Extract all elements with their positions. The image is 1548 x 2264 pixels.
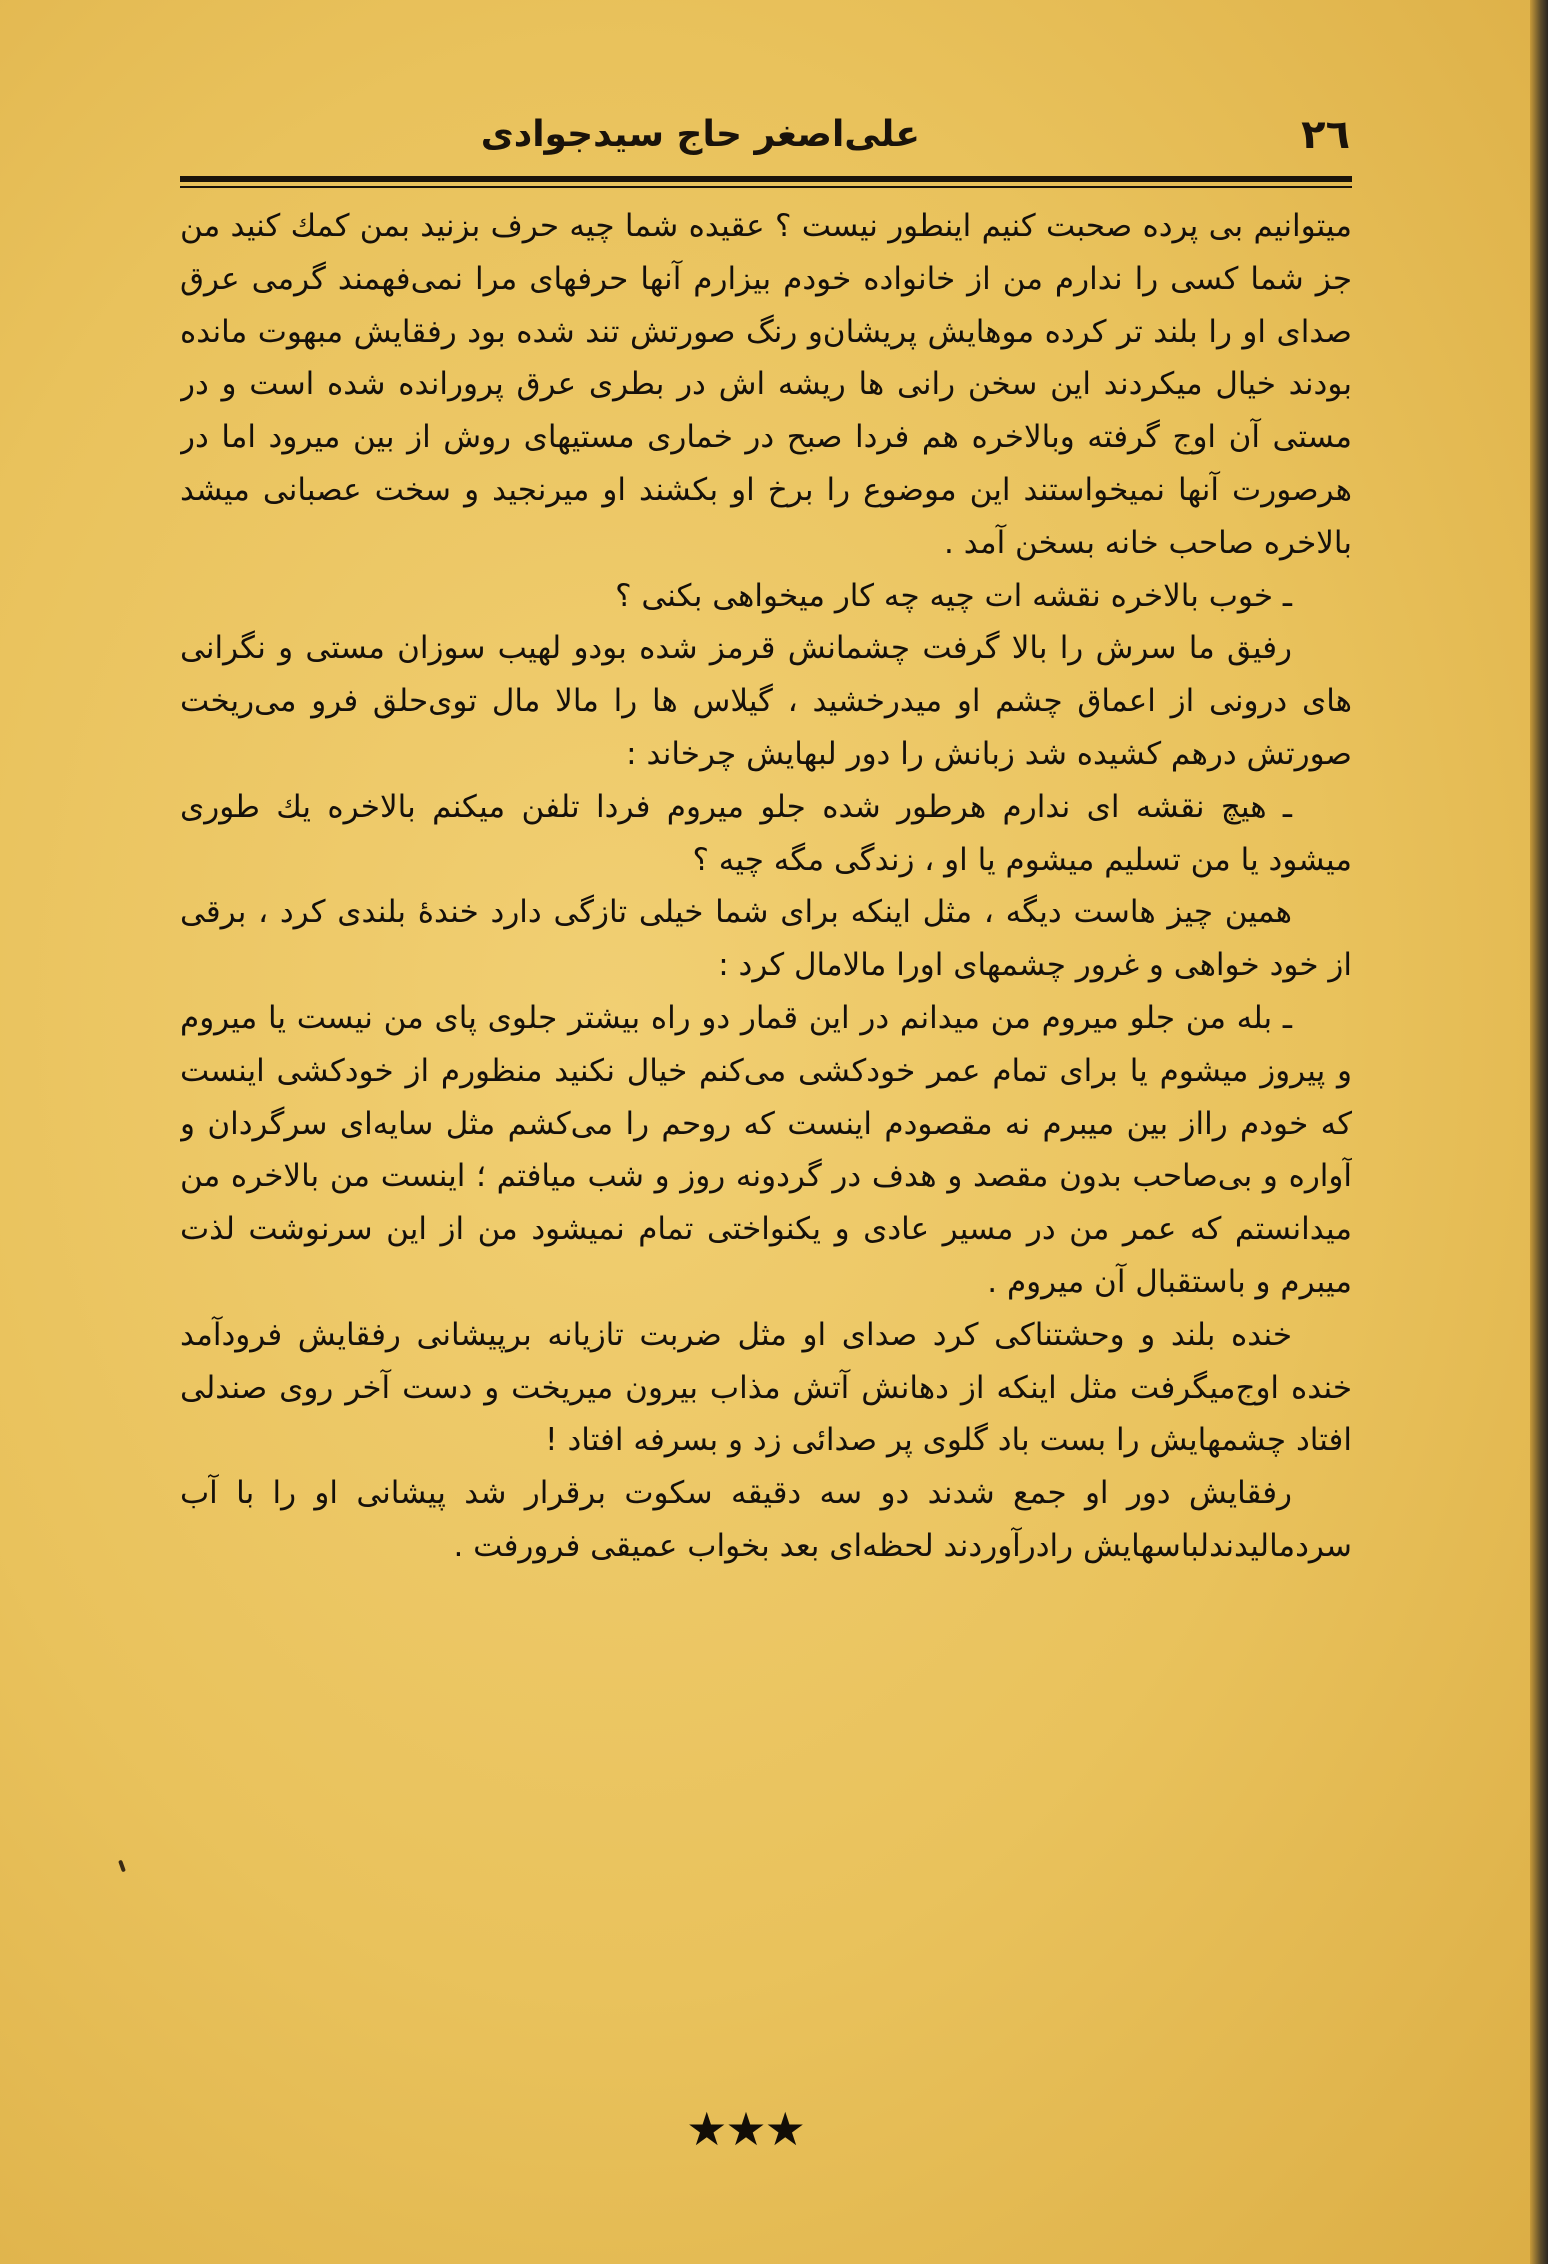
paragraph: ـ بله من جلو میروم من میدانم در این قمار دو راه بیشتر جلوی پای من نیست یا میروم و پیروز میشوم یا برای تمام عمر خودکشی می‌کنم خیال نکنید منظورم از خودکشی اینست که خودم رااز بین میبرم نه مقصودم اینست که روحم را می‌کشم مثل سایه‌ای سرگردان و آواره و بی‌صاحب بدون مقصد و هدف در گردونه روز و شب میافتم ؛ اینست من بالاخره من میدانستم که عمر من در مسیر عادی و یکنواختی تمام نمیشود من از این سرنوشت لذت میبرم و باستقبال آن میروم . <box>180 999 1352 1300</box>
paragraph: ـ خوب بالاخره نقشه ات چیه چه کار میخواهی بکنی ؟ <box>615 577 1292 614</box>
header-rule-thin <box>180 186 1352 188</box>
page-number: ٢٦ <box>1301 112 1350 158</box>
paragraph: ـ هیچ نقشه ای ندارم هرطور شده جلو میروم فردا تلفن میکنم بالاخره یك طوری میشود یا من تسلیم میشوم یا او ، زندگی مگه چیه ؟ <box>180 788 1352 878</box>
paragraph: رفیق ما سرش را بالا گرفت چشمانش قرمز شده بودو لهیب سوزان مستی و نگرانی های درونی از اعماق چشم او میدرخشید ، گیلاس ها را مالا مال توی‌حلق فرو می‌ریخت صورتش درهم کشیده شد زبانش را دور لبهایش چرخاند : <box>180 630 1352 772</box>
header-rule-thick <box>180 176 1352 182</box>
running-title: علی‌اصغر حاج سیدجوادی <box>480 114 920 155</box>
page-header <box>180 112 1350 172</box>
paragraph: میتوانیم بی پرده صحبت کنیم اینطور نیست ؟ عقیده شما چیه حرف بزنید بمن کمك کنید من جز شما کسی را ندارم من از خانواده خودم بیزارم آنها حرفهای مرا نمی‌فهمند گرمی عرق صدای او را بلند تر کرده موهایش پریشان‌و رنگ صورتش تند شده بود رفقایش مبهوت مانده بودند خیال میکردند این سخن رانی ها ریشه اش در بطری عرق پرورانده شده است و در مستی آن اوج گرفته وبالاخره هم فردا صبح در خماری مستیهای روش از بین میرود اما در هرصورت آنها نمیخواستند این موضوع را برخ او بکشند او میرنجید و سخت عصبانی میشد بالاخره صاحب خانه بسخن آمد . <box>180 208 1352 561</box>
section-separator-stars: ★★★ <box>686 2102 804 2156</box>
paragraph: خنده بلند و وحشتناکی کرد صدای او مثل ضربت تازیانه برپیشانی رفقایش فرودآمد خنده اوج‌میگرفت مثل اینکه از دهانش آتش مذاب بیرون میریخت و دست آخر روی صندلی افتاد چشمهایش را بست باد گلوی پر صدائی زد و بسرفه افتاد ! <box>180 1316 1352 1459</box>
body-text <box>180 200 1352 2080</box>
paragraph: همین چیز هاست دیگه ، مثل اینکه برای شما خیلی تازگی دارد خندهٔ بلندی کرد ، برقی از خود خواهی و غرور چشمهای اورا مالامال کرد : <box>180 894 1352 984</box>
paragraph: رفقایش دور او جمع شدند دو سه دقیقه سکوت برقرار شد پیشانی او را با آب سردمالیدندلباسهایش رادرآوردند لحظه‌ای بعد بخواب عمیقی فرورفت . <box>180 1475 1352 1564</box>
page-edge-shadow <box>1530 0 1548 2264</box>
paper-speck <box>118 1860 126 1873</box>
